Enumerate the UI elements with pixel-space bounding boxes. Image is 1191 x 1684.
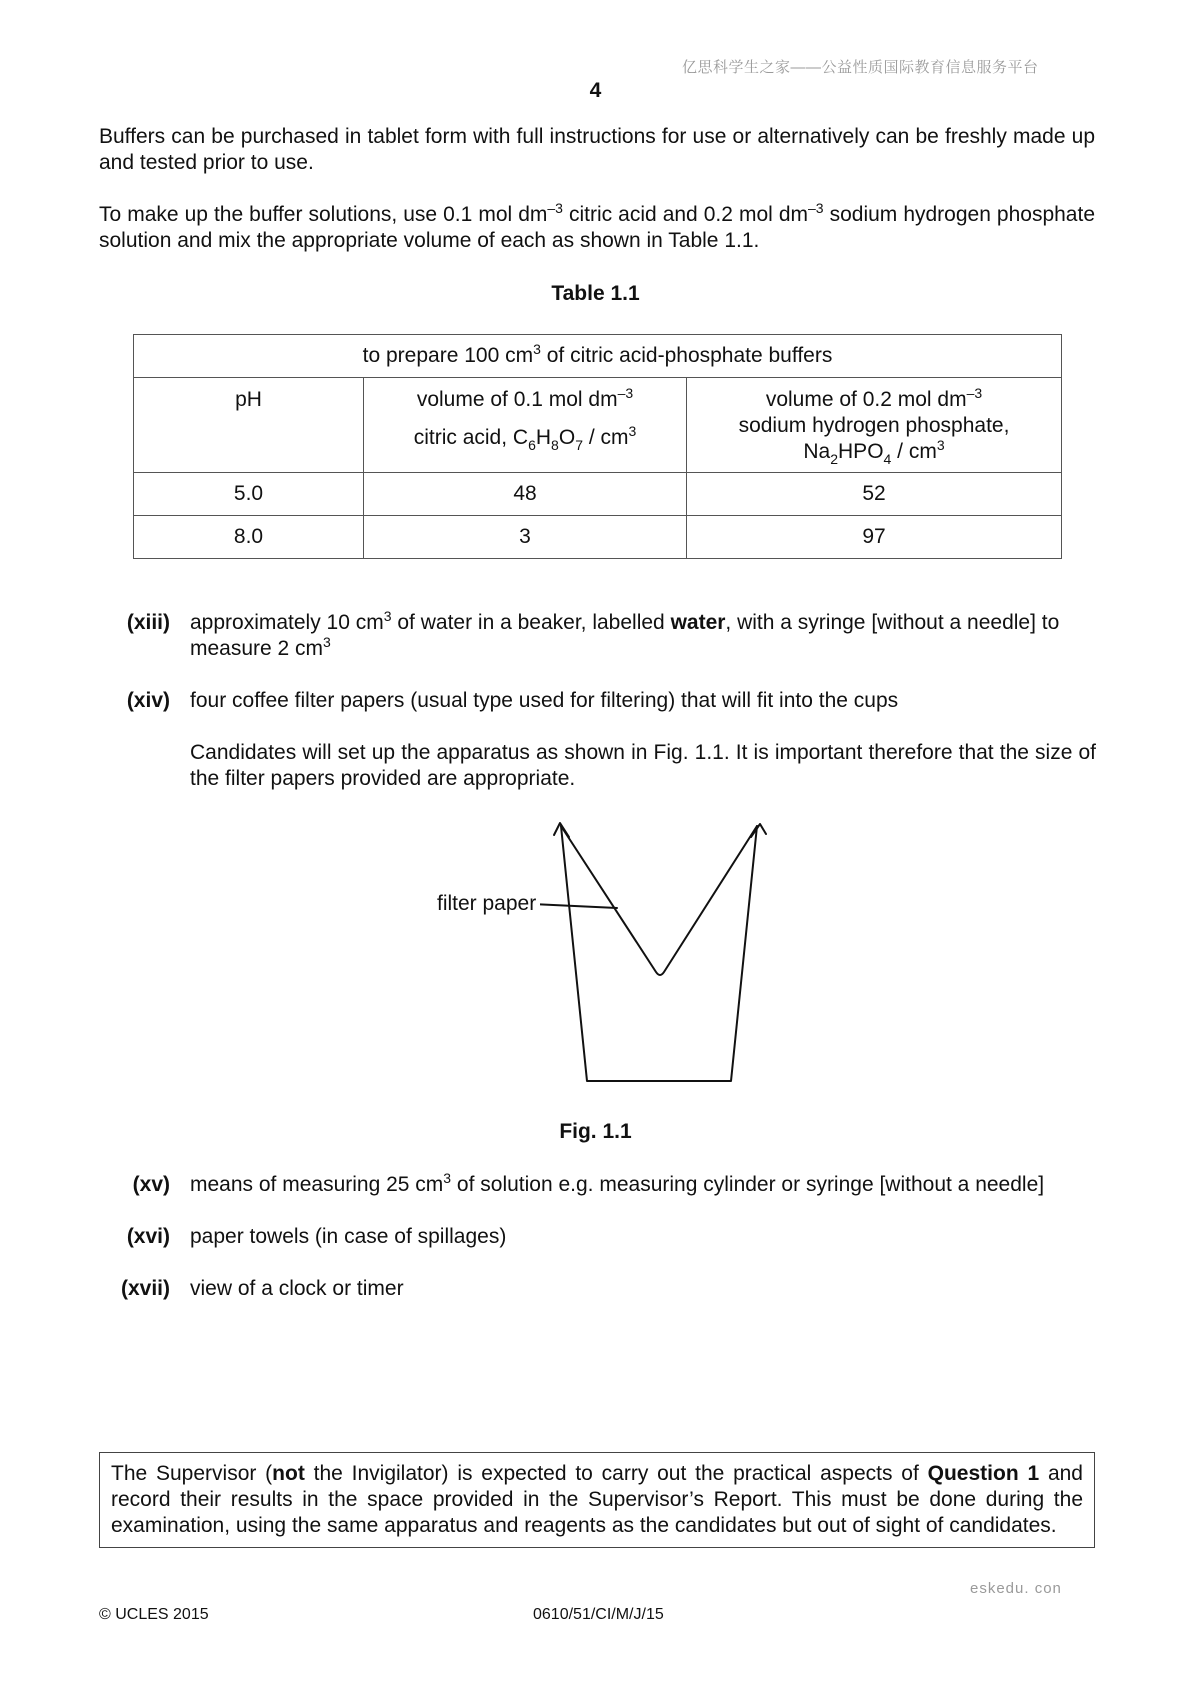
figure-caption: Fig. 1.1 (559, 1120, 632, 1143)
header-citric-acid: volume of 0.1 mol $dm^{-3}$ citric acid, $C_6H_8O_7 / cm^3$ (364, 378, 687, 473)
footer-copyright: © UCLES 2015 (99, 1606, 209, 1623)
header-sodium-phosphate: volume of 0.2 mol $dm^{-3}$ sodium hydrogen phosphate, $Na_2HPO_4 / cm^3$ (687, 378, 1062, 473)
page-number: 4 (589, 79, 602, 102)
figure-label: filter paper (437, 892, 537, 915)
cell-citric: 48 (364, 473, 687, 516)
cell-citric: 3 (364, 516, 687, 559)
footer-watermark: eskedu. con (970, 1580, 1062, 1597)
cell-phosphate: 52 (687, 473, 1062, 516)
filter-paper-cone (561, 826, 757, 975)
item-label-xv: (xv) (132, 1173, 170, 1196)
item-text-xiii: approximately 10 $cm^3$ of water in a beaker, labelled water, with a syringe [without a needle] to measure 2 $cm^3$ (190, 608, 1060, 660)
item-note-xiv: Candidates will set up the apparatus as shown in Fig. 1.1. It is important therefore that the size of the filter papers provided are appropriate. (190, 741, 1096, 790)
item-label-xiii: (xiii) (126, 611, 170, 634)
item-text-xvii: view of a clock or timer (190, 1277, 404, 1300)
cell-ph: 8.0 (134, 516, 364, 559)
filter-cup-diagram (540, 815, 780, 1085)
buffer-table (133, 334, 1062, 559)
cell-ph: 5.0 (134, 473, 364, 516)
item-label-xvii: (xvii) (120, 1277, 170, 1300)
intro-paragraph-2: To make up the buffer solutions, use 0.1 mol $dm^{-3}$ citric acid and 0.2 mol $dm^{-3}$ sodium hydrogen phosphate solution and mix the appropriate volume of each as shown in Table 1.1. (99, 200, 1095, 252)
header-ph: pH (134, 378, 364, 473)
cup-outline (561, 826, 757, 1081)
table-row (134, 473, 1062, 516)
header-watermark: 亿思科学生之家——公益性质国际教育信息服务平台 (682, 59, 1039, 76)
table-title: Table 1.1 (551, 282, 640, 305)
intro-paragraph-1: Buffers can be purchased in tablet form with full instructions for use or alternatively can be freshly made up and tested prior to use. (99, 125, 1095, 174)
label-leader-line (540, 904, 617, 908)
item-text-xvi: paper towels (in case of spillages) (190, 1225, 507, 1248)
item-label-xvi: (xvi) (126, 1225, 170, 1248)
table-row (134, 516, 1062, 559)
item-text-xiv: four coffee filter papers (usual type used for filtering) that will fit into the cups (190, 689, 899, 712)
item-label-xiv: (xiv) (126, 689, 170, 712)
cell-phosphate: 97 (687, 516, 1062, 559)
item-text-xv: means of measuring 25 $cm^3$ of solution e.g. measuring cylinder or syringe [without a needle] (190, 1170, 1045, 1196)
supervisor-notice: The Supervisor (not the Invigilator) is expected to carry out the practical aspects of Question 1 and record their results in the space provided in the Supervisor’s Report. This must be done during the examination, using the same apparatus and reagents as the candidates but out of sight of candidates. (99, 1452, 1095, 1548)
table-caption: to prepare 100 $cm^3$ of citric acid-phosphate buffers (134, 335, 1062, 378)
footer-code: 0610/51/CI/M/J/15 (533, 1606, 664, 1623)
